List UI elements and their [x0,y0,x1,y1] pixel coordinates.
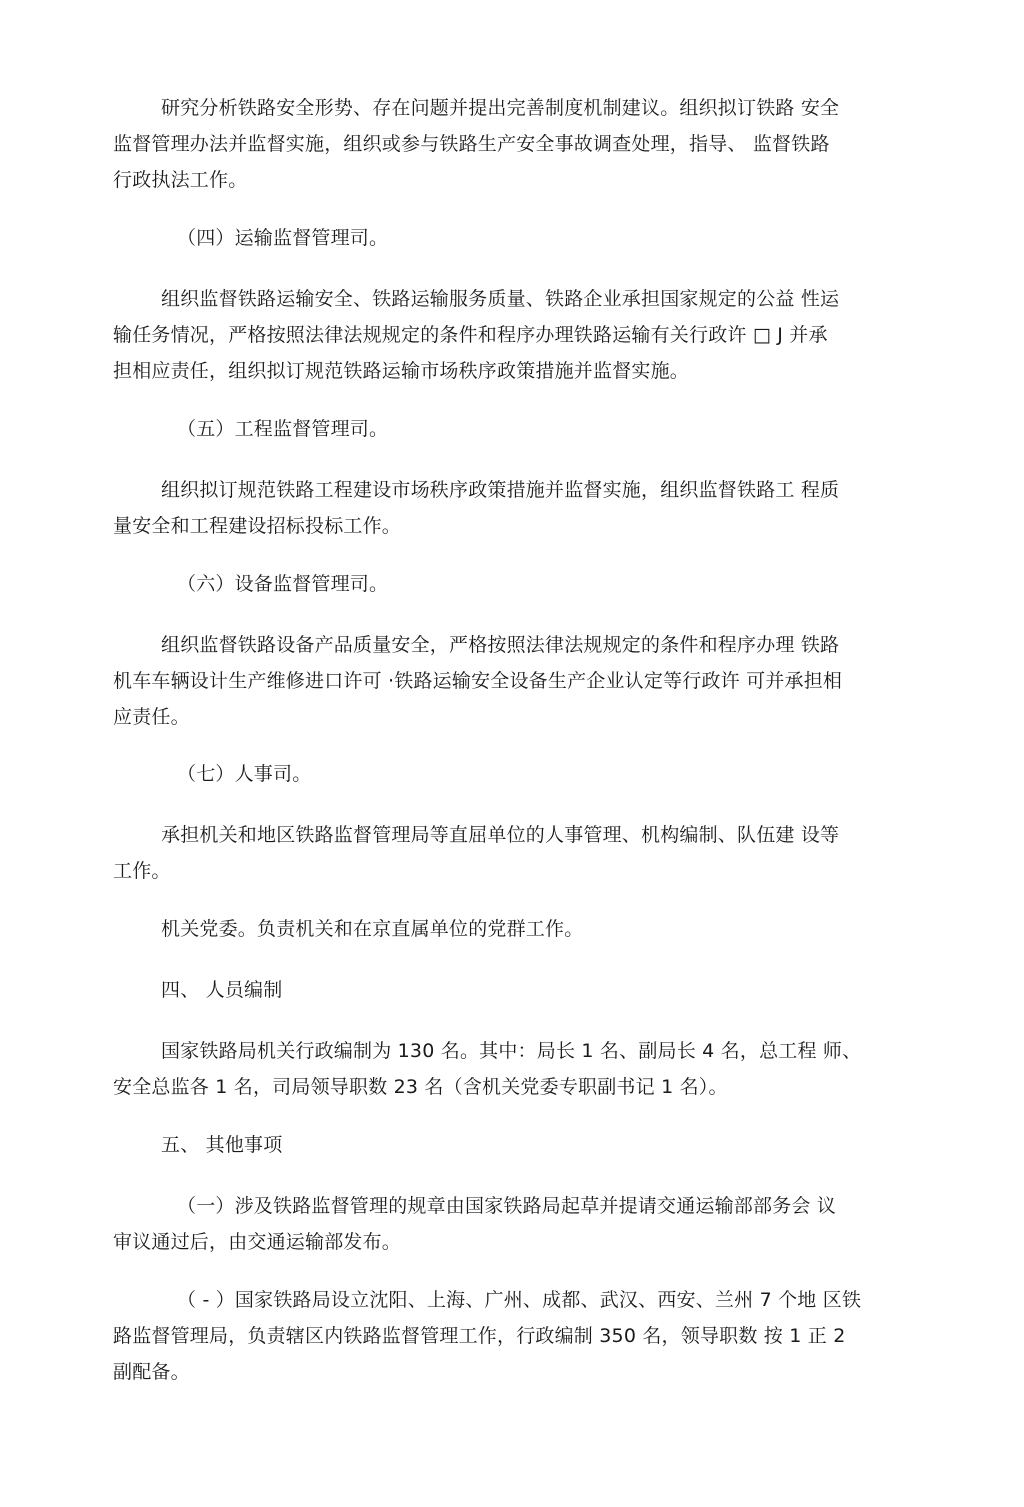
paragraph-engineering-duties [113,472,913,544]
heading-engineering-supervision [113,411,913,447]
heading-line: 五、 其他事项 [161,1134,283,1156]
heading-line: （五）工程监督管理司。 [177,418,389,440]
heading-line: （四）运输监督管理司。 [177,227,389,249]
paragraph-line: 组织监督铁路设备产品质量安全，严格按照法律法规规定的条件和程序办理 铁路 [161,634,840,656]
paragraph-line: 机关党委。负责机关和在京直属单位的党群工作。 [161,918,584,940]
paragraph-line: （一）涉及铁路监督管理的规章由国家铁路局起草并提请交通运输部部务会 议 [177,1195,837,1217]
heading-line: （七）人事司。 [177,763,312,785]
paragraph-regional-bureaus [113,1282,913,1390]
paragraph-line: 组织拟订规范铁路工程建设市场秩序政策措施并监督实施，组织监督铁路工 程质 [161,479,840,501]
heading-line: （六）设备监督管理司。 [177,573,389,595]
paragraph-party-committee [113,911,913,947]
heading-line: 四、 人员编制 [161,979,283,1001]
paragraph-personnel-duties [113,817,913,889]
paragraph-line: 担相应责任，组织拟订规范铁路运输市场秩序政策措施并监督实施。 [113,360,690,382]
paragraph-line: 路监督管理局，负责辖区内铁路监督管理工作，行政编制 350 名，领导职数 按 1 正 2 [113,1325,846,1347]
paragraph-equipment-duties [113,627,913,735]
heading-personnel-department [113,756,913,792]
paragraph-line: （ - ）国家铁路局设立沈阳、上海、广州、成都、武汉、西安、兰州 7 个地 区铁 [177,1289,862,1311]
paragraph-transport-duties [113,281,913,389]
paragraph-line: 机车车辆设计生产维修进口许可 ·铁路运输安全设备生产企业认定等行政许 可并承担相 [113,670,843,692]
paragraph-line: 应责任。 [113,706,190,728]
paragraph-line: 审议通过后，由交通运输部发布。 [113,1231,402,1253]
paragraph-line: 工作。 [113,860,171,882]
paragraph-line: 监督管理办法并监督实施，组织或参与铁路生产安全事故调查处理，指导、 监督铁路 [113,133,830,155]
paragraph-staffing-details [113,1033,913,1105]
paragraph-line: 国家铁路局机关行政编制为 130 名。其中：局长 1 名、副局长 4 名，总工程 师、 [161,1040,862,1062]
section-heading-staffing [113,972,913,1008]
section-heading-other-matters [113,1127,913,1163]
paragraph-safety-analysis [113,90,913,198]
paragraph-line: 输任务情况，严格按照法律法规规定的条件和程序办理铁路运输有关行政许 □ J 并承 [113,324,828,346]
paragraph-line: 安全总监各 1 名，司局领导职数 23 名（含机关党委专职副书记 1 名）。 [113,1076,728,1098]
heading-equipment-supervision [113,566,913,602]
paragraph-line: 研究分析铁路安全形势、存在问题并提出完善制度机制建议。组织拟订铁路 安全 [161,97,840,119]
paragraph-line: 行政执法工作。 [113,169,248,191]
paragraph-regulations [113,1188,913,1260]
paragraph-line: 组织监督铁路运输安全、铁路运输服务质量、铁路企业承担国家规定的公益 性运 [161,288,840,310]
paragraph-line: 副配备。 [113,1361,190,1383]
heading-transport-supervision [113,220,913,256]
paragraph-line: 承担机关和地区铁路监督管理局等直屈单位的人事管理、机构编制、队伍建 设等 [161,824,840,846]
paragraph-line: 量安全和工程建设招标投标工作。 [113,515,402,537]
